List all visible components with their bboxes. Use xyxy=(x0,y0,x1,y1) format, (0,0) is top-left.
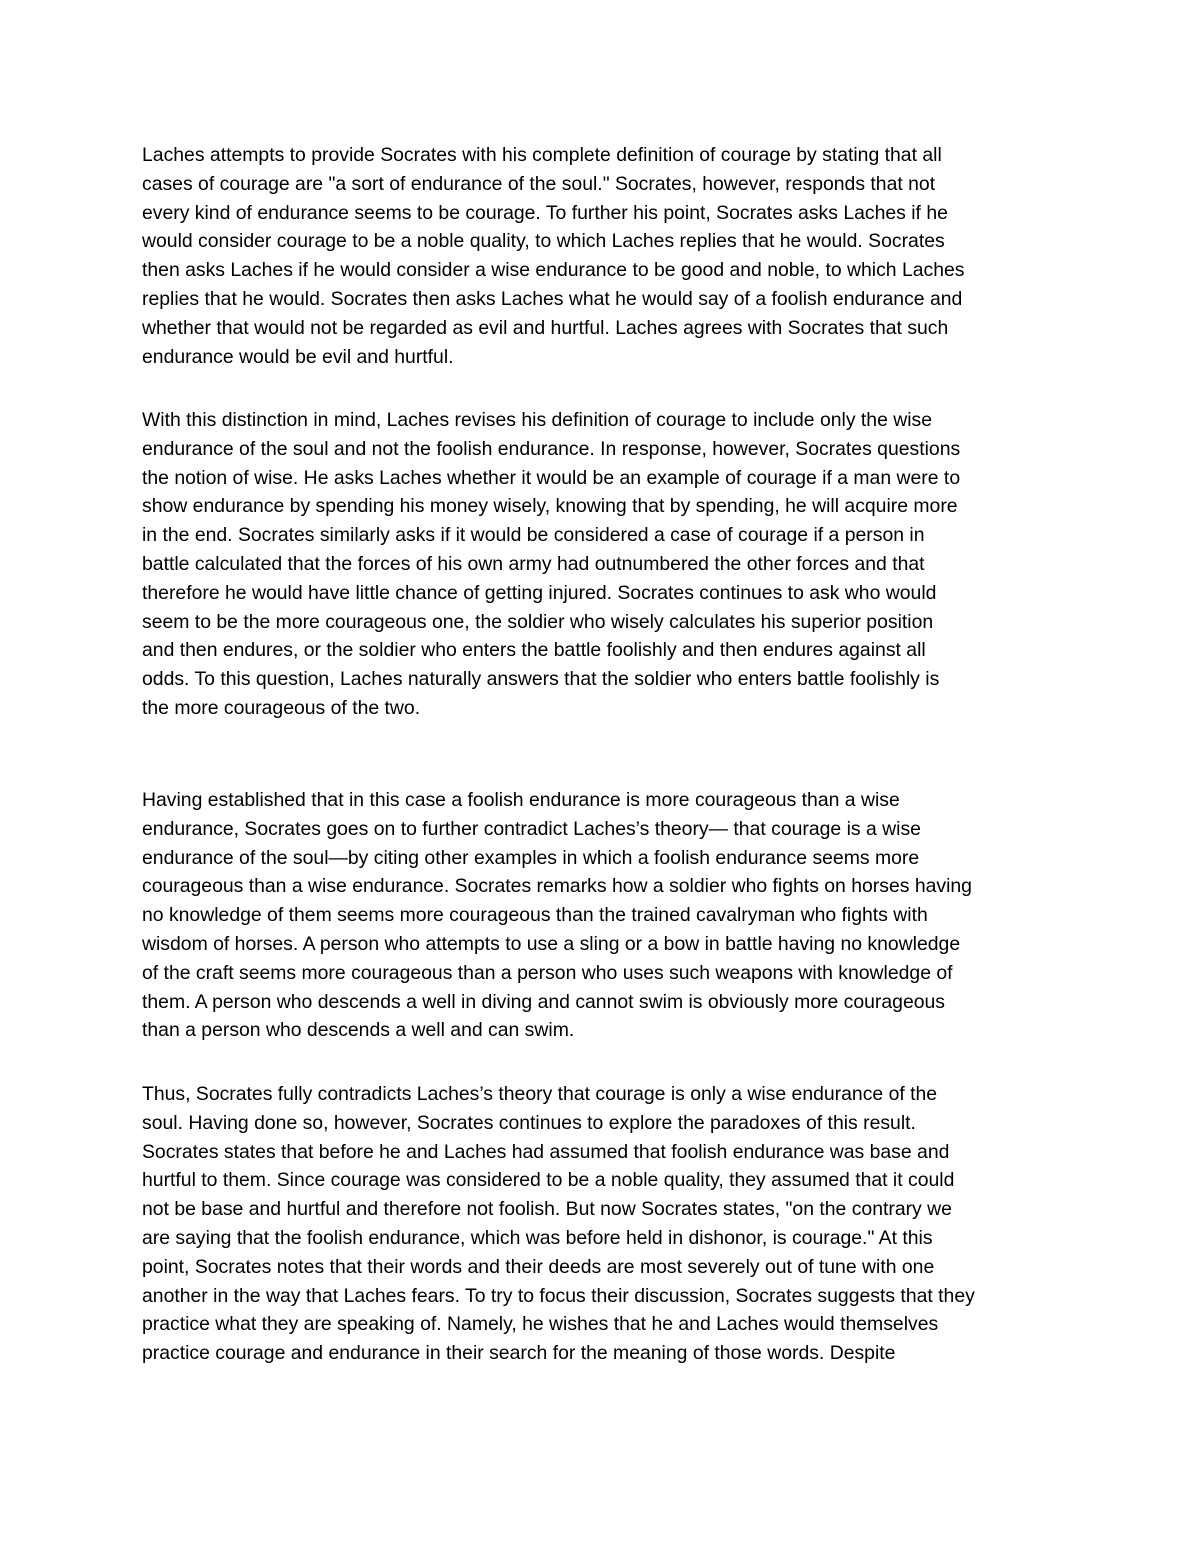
paragraph-line: point, Socrates notes that their words and their deeds are most severely out of tune with one xyxy=(142,1255,935,1278)
paragraph-line: whether that would not be regarded as evil and hurtful. Laches agrees with Socrates that such xyxy=(142,316,949,339)
paragraph-line: seem to be the more courageous one, the soldier who wisely calculates his superior position xyxy=(142,610,934,633)
paragraph-line: endurance would be evil and hurtful. xyxy=(142,345,454,368)
paragraph-line: and then endures, or the soldier who enters the battle foolishly and then endures against all xyxy=(142,639,926,662)
paragraph-line: no knowledge of them seems more courageous than the trained cavalryman who fights with xyxy=(142,904,928,927)
paragraph-line: wisdom of horses. A person who attempts to use a sling or a bow in battle having no knowledge xyxy=(142,932,961,955)
paragraph-line: every kind of endurance seems to be courage. To further his point, Socrates asks Laches if he xyxy=(142,201,948,224)
paragraph-line: replies that he would. Socrates then asks Laches what he would say of a foolish endurance and xyxy=(142,287,963,310)
paragraph-line: of the craft seems more courageous than a person who uses such weapons with knowledge of xyxy=(142,961,953,984)
paragraph-line: With this distinction in mind, Laches revises his definition of courage to include only the wise xyxy=(142,409,933,431)
paragraph-line: practice what they are speaking of. Namely, he wishes that he and Laches would themselves xyxy=(142,1313,939,1336)
paragraph-line: Having established that in this case a foolish endurance is more courageous than a wise xyxy=(142,789,900,811)
paragraph-4 xyxy=(142,1080,1072,1368)
paragraph-line: Thus, Socrates fully contradicts Laches’s theory that courage is only a wise endurance of the xyxy=(142,1083,938,1105)
paragraph-line: are saying that the foolish endurance, which was before held in dishonor, is courage." At this xyxy=(142,1226,933,1249)
paragraph-line: not be base and hurtful and therefore not foolish. But now Socrates states, "on the contrary we xyxy=(142,1198,952,1221)
paragraph-2 xyxy=(142,406,1072,723)
paragraph-line: them. A person who descends a well in diving and cannot swim is obviously more courageous xyxy=(142,990,945,1013)
paragraph-line: than a person who descends a well and can swim. xyxy=(142,1019,575,1042)
paragraph-line: cases of courage are "a sort of endurance of the soul." Socrates, however, responds that not xyxy=(142,172,936,195)
paragraph-line: practice courage and endurance in their search for the meaning of those words. Despite xyxy=(142,1342,896,1365)
paragraph-line: endurance, Socrates goes on to further contradict Laches’s theory— that courage is a wise xyxy=(142,817,921,840)
paragraph-line: the more courageous of the two. xyxy=(142,696,421,719)
paragraph-line: endurance of the soul and not the foolish endurance. In response, however, Socrates questions xyxy=(142,437,961,460)
paragraph-line: Laches attempts to provide Socrates with his complete definition of courage by stating that all xyxy=(142,144,942,166)
paragraph-line: in the end. Socrates similarly asks if it would be considered a case of courage if a person in xyxy=(142,524,925,547)
paragraph-line: courageous than a wise endurance. Socrates remarks how a soldier who fights on horses having xyxy=(142,875,972,898)
paragraph-line: soul. Having done so, however, Socrates continues to explore the paradoxes of this result. xyxy=(142,1111,916,1134)
paragraph-line: then asks Laches if he would consider a wise endurance to be good and noble, to which Laches xyxy=(142,259,965,282)
paragraph-3 xyxy=(142,786,1072,1045)
paragraph-line: the notion of wise. He asks Laches whether it would be an example of courage if a man were to xyxy=(142,466,961,489)
paragraph-line: Socrates states that before he and Laches had assumed that foolish endurance was base and xyxy=(142,1140,950,1163)
paragraph-1 xyxy=(142,141,1072,371)
paragraph-line: hurtful to them. Since courage was considered to be a noble quality, they assumed that it could xyxy=(142,1169,955,1192)
paragraph-line: odds. To this question, Laches naturally answers that the soldier who enters battle foolishly is xyxy=(142,668,940,691)
paragraph-line: therefore he would have little chance of getting injured. Socrates continues to ask who would xyxy=(142,581,937,604)
paragraph-line: show endurance by spending his money wisely, knowing that by spending, he will acquire more xyxy=(142,495,958,518)
paragraph-line: battle calculated that the forces of his own army had outnumbered the other forces and that xyxy=(142,552,925,575)
paragraph-line: endurance of the soul—by citing other examples in which a foolish endurance seems more xyxy=(142,846,920,869)
paragraph-line: would consider courage to be a noble quality, to which Laches replies that he would. Socrates xyxy=(142,230,945,253)
paragraph-line: another in the way that Laches fears. To try to focus their discussion, Socrates suggests that they xyxy=(142,1284,975,1307)
